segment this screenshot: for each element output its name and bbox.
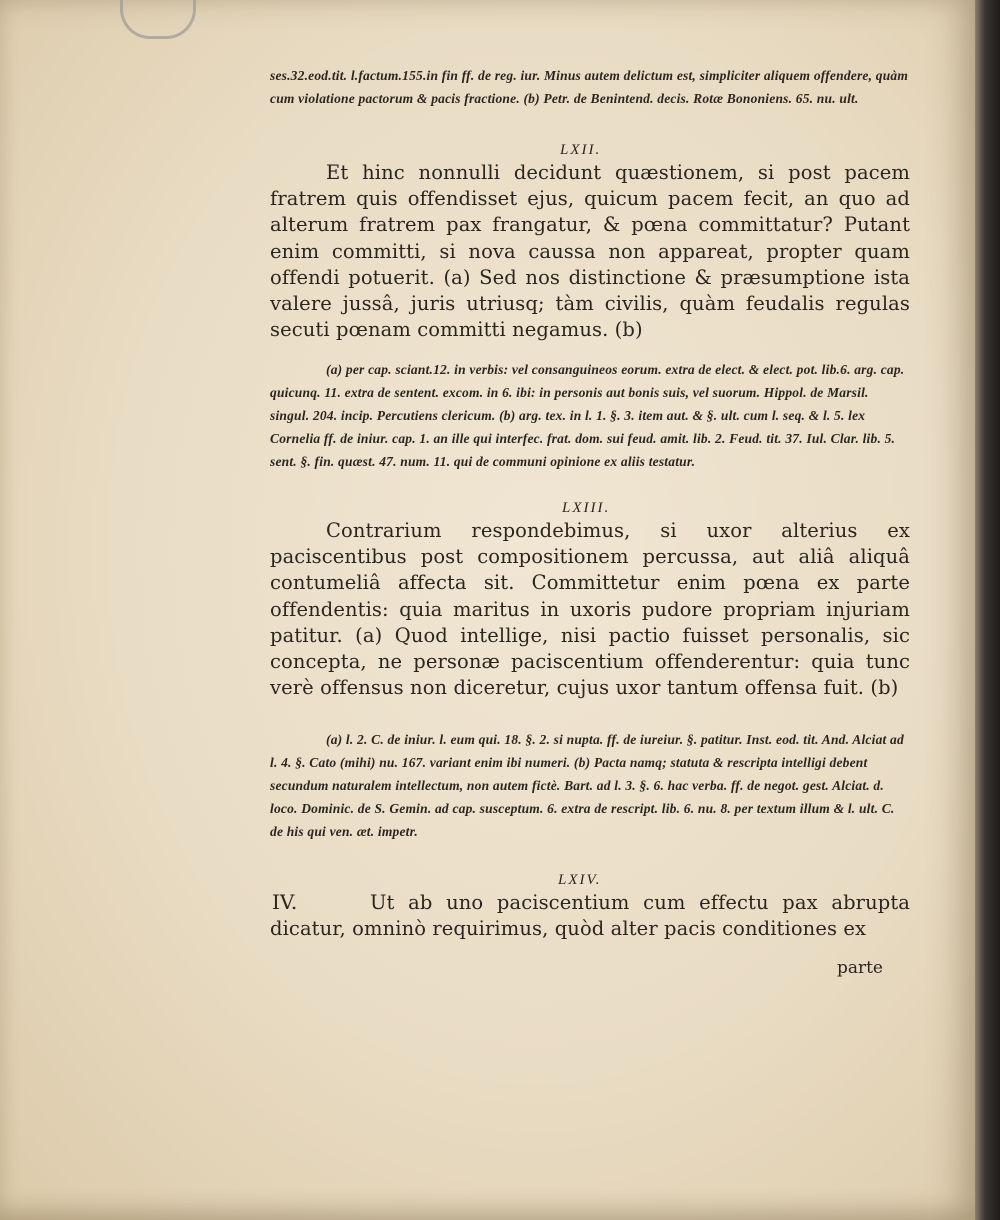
footnote-63: (a) l. 2. C. de iniur. l. eum qui. 18. §. 2. si nupta. ff. de iureiur. §. patitur. Inst. eod. tit. And. Alciat ad l. 4. §. Cato (mihi) nu. 167. variant enim ibi numeri. (b) Pacta namq; statuta & rescripta intelligi debent secundum naturalem intellectum, non autem fictè. Bart. ad l. 3. §. 6. hac verba. ff. de negot. gest. Alciat. d. loco. Dominic. de S. Gemin. ad cap. susceptum. 6. extra de rescript. lib. 6. nu. 8. per textum illum & l. ult. C. de his qui ven. æt. impetr. (270, 732, 904, 839)
section-62-body (270, 160, 910, 343)
footnote-62: (a) per cap. sciant.12. in verbis: vel consanguineos eorum. extra de elect. & elect. pot. lib.6. arg. cap. quicunq. 11. extra de sentent. excom. in 6. ibi: in personis aut bonis suis, vel suorum. Hippol. de Marsil. singul. 204. incip. Percutiens clericum. (b) arg. tex. in l. 1. §. 3. item aut. & §. ult. cum l. seq. & l. 5. lex Cornelia ff. de iniur. cap. 1. an ille qui interfec. frat. dom. sui feud. amit. lib. 2. Feud. tit. 37. Iul. Clar. lib. 5. sent. §. fin. quæst. 47. num. 11. qui de communi opinione ex aliis testatur. (270, 362, 905, 469)
binding-edge (975, 0, 1000, 1220)
paragraph-64: Ut ab uno paciscentium cum effectu pax abrupta dicatur, omninò requirimus, quòd alter pacis conditiones ex (270, 891, 910, 941)
footnote-continued (270, 64, 910, 110)
paper-clip-mark (120, 0, 196, 39)
section-63-notes (270, 728, 910, 843)
section-heading-64: LXIV. (558, 872, 602, 888)
section-64-body (270, 890, 910, 942)
footnote-text: ses.32.eod.tit. l.factum.155.in fin ff. de reg. iur. Minus autem delictum est, simpliciter aliquem offendere, quàm cum violatione pactorum & pacis fractione. (b) Petr. de Benintend. decis. Rotæ Bononiens. 65. nu. ult. (270, 68, 909, 106)
paragraph-63: Contrarium respondebimus, si uxor alterius ex paciscentibus post compositionem percussa, aut aliâ aliquâ contumeliâ affecta sit. Committetur enim pœna ex parte offendentis: quia maritus in uxoris pudore propriam injuriam patitur. (a) Quod intellige, nisi pactio fuisset personalis, sic concepta, ne personæ paciscentium offenderentur: quia tunc verè offensus non diceretur, cujus uxor tantum offensa fuit. (b) (270, 519, 910, 700)
section-63-body (270, 518, 910, 701)
margin-number: IV. (272, 890, 298, 914)
catchword: parte (836, 958, 883, 978)
section-62-notes (270, 358, 910, 473)
paragraph-62: Et hinc nonnulli decidunt quæstionem, si post pacem fratrem quis offendisset ejus, quicum pacem fecit, an quo ad alterum fratrem pax frangatur, & pœna committatur? Putant enim committi, si nova caussa non appareat, propter quam offendi potuerit. (a) Sed nos distinctione & præsumptione ista valere jussâ, juris utriusq; tàm civilis, quàm feudalis regulas secuti pœnam committi negamus. (b) (270, 161, 910, 342)
section-heading-63: LXIII. (562, 500, 611, 516)
section-heading-62: LXII. (560, 142, 602, 158)
